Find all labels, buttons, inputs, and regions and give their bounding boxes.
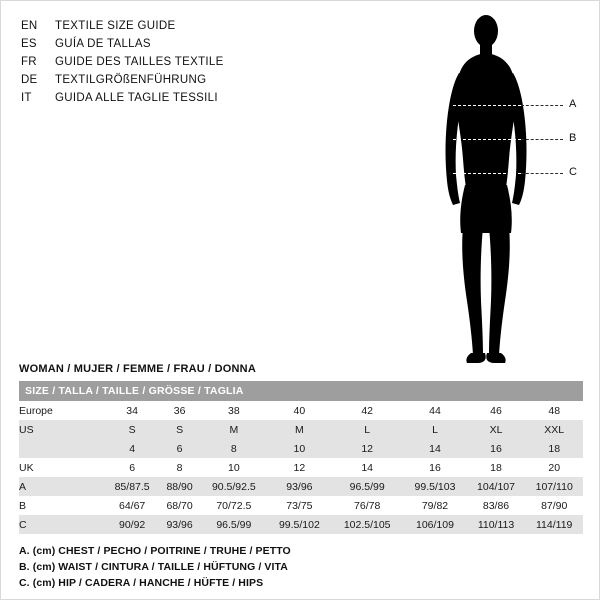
- cell-uk-0: 6: [105, 458, 159, 477]
- cell-uk-5: 16: [403, 458, 466, 477]
- cell-europe-0: 34: [105, 401, 159, 420]
- cell-usnum-7: 18: [525, 439, 583, 458]
- language-code-it: IT: [21, 92, 32, 104]
- cell-europe-7: 48: [525, 401, 583, 420]
- measure-line-b-body: [453, 139, 521, 140]
- cell-c-7: 114/119: [525, 515, 583, 534]
- cell-uk-2: 10: [200, 458, 268, 477]
- cell-a-5: 99.5/103: [403, 477, 466, 496]
- measure-label-c: C: [569, 166, 577, 178]
- table-row: [19, 477, 583, 496]
- note-a: A. (cm) CHEST / PECHO / POITRINE / TRUHE / PETTO: [19, 545, 291, 557]
- measure-label-b: B: [569, 132, 577, 144]
- leader-line-b: [521, 139, 563, 140]
- measure-label-a: A: [569, 98, 577, 110]
- row-label-europe: Europe: [19, 401, 105, 420]
- measurement-notes: [19, 543, 519, 591]
- row-label-c: C: [19, 515, 105, 534]
- cell-a-2: 90.5/92.5: [200, 477, 268, 496]
- leader-line-a: [521, 105, 563, 106]
- table-header-label: SIZE / TALLA / TAILLE / GRÖSSE / TAGLIA: [19, 381, 583, 401]
- title-row-de: [21, 71, 351, 89]
- cell-b-0: 64/67: [105, 496, 159, 515]
- section-heading-woman: WOMAN / MUJER / FEMME / FRAU / DONNA: [19, 363, 256, 375]
- title-text-it: GUIDA ALLE TAGLIE TESSILI: [55, 92, 218, 104]
- title-row-es: [21, 35, 351, 53]
- cell-europe-2: 38: [200, 401, 268, 420]
- cell-europe-5: 44: [403, 401, 466, 420]
- cell-us-5: L: [403, 420, 466, 439]
- cell-c-3: 99.5/102: [268, 515, 331, 534]
- table-row: [19, 401, 583, 420]
- cell-us-6: XL: [467, 420, 526, 439]
- cell-c-5: 106/109: [403, 515, 466, 534]
- table-row: [19, 515, 583, 534]
- cell-usnum-1: 6: [159, 439, 200, 458]
- language-code-es: ES: [21, 38, 37, 50]
- row-label-b: B: [19, 496, 105, 515]
- cell-usnum-6: 16: [467, 439, 526, 458]
- cell-us-3: M: [268, 420, 331, 439]
- cell-us-4: L: [331, 420, 403, 439]
- title-text-de: TEXTILGRÖßENFÜHRUNG: [55, 74, 207, 86]
- note-b: B. (cm) WAIST / CINTURA / TAILLE / HÜFTUNG / VITA: [19, 561, 288, 573]
- size-table: [19, 381, 583, 534]
- language-code-fr: FR: [21, 56, 37, 68]
- cell-c-0: 90/92: [105, 515, 159, 534]
- size-table-wrapper: [19, 381, 583, 534]
- title-row-it: [21, 89, 351, 107]
- cell-b-2: 70/72.5: [200, 496, 268, 515]
- table-row: [19, 496, 583, 515]
- table-row: [19, 458, 583, 477]
- title-text-en: TEXTILE SIZE GUIDE: [55, 20, 176, 32]
- cell-europe-1: 36: [159, 401, 200, 420]
- title-text-es: GUÍA DE TALLAS: [55, 38, 151, 50]
- cell-us-7: XXL: [525, 420, 583, 439]
- cell-usnum-2: 8: [200, 439, 268, 458]
- cell-us-0: S: [105, 420, 159, 439]
- cell-usnum-3: 10: [268, 439, 331, 458]
- table-row: [19, 439, 583, 458]
- cell-uk-4: 14: [331, 458, 403, 477]
- leader-line-c: [521, 173, 563, 174]
- cell-us-1: S: [159, 420, 200, 439]
- cell-b-5: 79/82: [403, 496, 466, 515]
- measure-line-c-body: [453, 173, 521, 174]
- cell-a-3: 93/96: [268, 477, 331, 496]
- title-text-fr: GUIDE DES TAILLES TEXTILE: [55, 56, 224, 68]
- cell-us-2: M: [200, 420, 268, 439]
- cell-uk-1: 8: [159, 458, 200, 477]
- title-row-fr: [21, 53, 351, 71]
- table-header-row: [19, 381, 583, 401]
- cell-c-1: 93/96: [159, 515, 200, 534]
- cell-a-6: 104/107: [467, 477, 526, 496]
- cell-a-4: 96.5/99: [331, 477, 403, 496]
- woman-silhouette-icon: [401, 9, 591, 377]
- cell-b-3: 73/75: [268, 496, 331, 515]
- cell-europe-4: 42: [331, 401, 403, 420]
- cell-a-1: 88/90: [159, 477, 200, 496]
- title-block: [21, 17, 351, 107]
- cell-usnum-0: 4: [105, 439, 159, 458]
- row-label-us-numeric: [19, 439, 105, 458]
- cell-c-2: 96.5/99: [200, 515, 268, 534]
- cell-b-7: 87/90: [525, 496, 583, 515]
- title-row-en: [21, 17, 351, 35]
- cell-c-6: 110/113: [467, 515, 526, 534]
- cell-b-1: 68/70: [159, 496, 200, 515]
- cell-c-4: 102.5/105: [331, 515, 403, 534]
- cell-uk-7: 20: [525, 458, 583, 477]
- cell-uk-3: 12: [268, 458, 331, 477]
- cell-europe-3: 40: [268, 401, 331, 420]
- table-row: [19, 420, 583, 439]
- cell-a-7: 107/110: [525, 477, 583, 496]
- language-code-de: DE: [21, 74, 38, 86]
- cell-usnum-5: 14: [403, 439, 466, 458]
- cell-a-0: 85/87.5: [105, 477, 159, 496]
- cell-b-6: 83/86: [467, 496, 526, 515]
- measure-line-a-body: [453, 105, 521, 106]
- row-label-a: A: [19, 477, 105, 496]
- note-c: C. (cm) HIP / CADERA / HANCHE / HÜFTE / HIPS: [19, 577, 264, 589]
- language-code-en: EN: [21, 20, 38, 32]
- cell-b-4: 76/78: [331, 496, 403, 515]
- cell-usnum-4: 12: [331, 439, 403, 458]
- row-label-us: US: [19, 420, 105, 439]
- row-label-uk: UK: [19, 458, 105, 477]
- woman-silhouette-figure: [401, 9, 591, 377]
- cell-europe-6: 46: [467, 401, 526, 420]
- cell-uk-6: 18: [467, 458, 526, 477]
